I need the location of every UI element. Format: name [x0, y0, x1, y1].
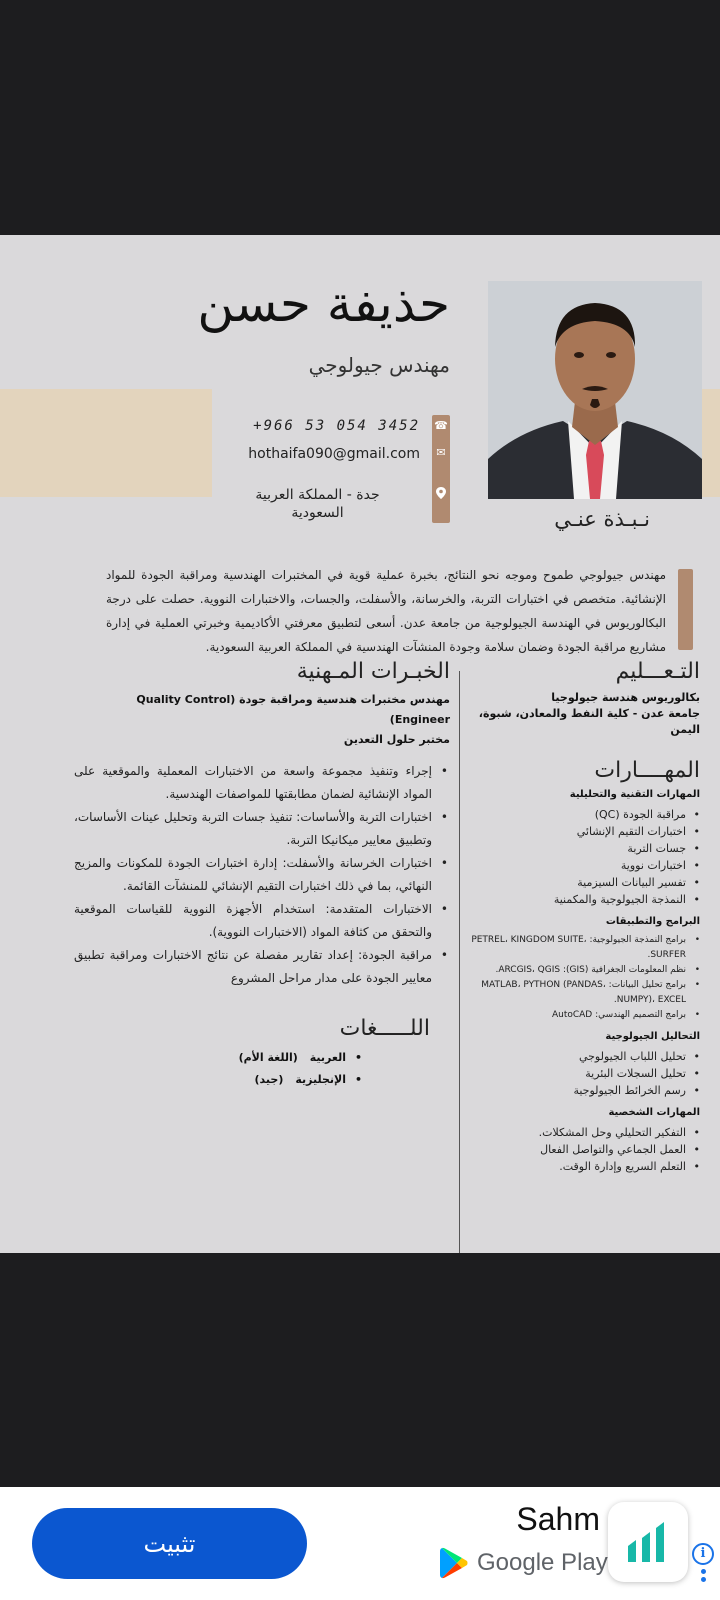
experience-role: مهندس مختبرات هندسية ومراقبة جودة (Quality Control Engineer) [136, 693, 450, 726]
phone-icon: ☎ [434, 419, 448, 432]
list-item: • اختبارات التربة والأساسات: تنفيذ جسات التربة وتحليل عينات الأساسات، وتطبيق معايير ميكانيكا التربة. [74, 806, 432, 852]
languages-heading: اللـــــغات [339, 1016, 430, 1041]
list-item: • مراقبة الجودة: إعداد تقارير مفصلة عن نتائج الاختبارات ومراقبة تطبيق معايير الجودة على مدار مراحل المشروع [74, 944, 432, 990]
education-entry [468, 690, 700, 738]
list-item: • العمل الجماعي والتواصل الفعال [468, 1141, 686, 1158]
store-label: Google Play [477, 1549, 608, 1576]
list-item: • مراقبة الجودة (QC) [468, 806, 686, 823]
right-column [468, 659, 700, 1183]
list-item: • برامج النمذجة الجيولوجية: PETREL، KINGDOM SUITE، SURFER. [468, 933, 686, 963]
list-item: • تفسير البيانات السيزمية [468, 874, 686, 891]
list-item: • نظم المعلومات الجغرافية (GIS): ARCGIS، QGIS. [468, 963, 686, 978]
list-item: • رسم الخرائط الجيولوجية [468, 1082, 686, 1099]
language-level: (جيد) [254, 1073, 284, 1086]
list-item [74, 1069, 346, 1091]
about-text: مهندس جيولوجي طموح وموجه نحو النتائج، بخبرة عملية قوية في المختبرات الهندسية ومراقبة الجودة للمواد الإنشائية. متخصص في اختبارات التربة، والخرسانة، والأسفلت، والجسات، والاختبارات النووية. حصلت على درجة البكالوريوس في الهندسة الجيولوجية من جامعة عدن. أسعى لتطبيق معرفتي الأكاديمية وخبرتي العملية في إدارة مشاريع مراقبة الجودة وضمان سلامة وجودة المنشآت الهندسية في المملكة العربية السعودية. [106, 568, 666, 654]
more-options-icon[interactable] [698, 1569, 708, 1585]
left-column [74, 659, 450, 1091]
language-level: (اللغة الأم) [238, 1051, 298, 1064]
geo-analysis-list [468, 1048, 700, 1099]
education-degree: بكالوريوس هندسة جيولوجيا [551, 691, 700, 704]
language-name: الإنجليزية [295, 1073, 346, 1086]
experience-heading: الخبـرات المـهنية [296, 659, 450, 684]
mail-icon: ✉ [436, 446, 446, 459]
app-icon[interactable] [608, 1502, 688, 1582]
contact-phone[interactable]: +966 53 054 3452 [253, 418, 420, 434]
education-heading: التـعـــليم [615, 659, 700, 684]
list-item: • التعلم السريع وإدارة الوقت. [468, 1158, 686, 1175]
app-name[interactable]: Sahm [516, 1501, 600, 1537]
cv-page [0, 235, 720, 1253]
personal-skills-list [468, 1124, 700, 1175]
location-pin-icon [432, 487, 450, 503]
decor-band-left [0, 389, 212, 497]
info-icon[interactable]: i [692, 1543, 714, 1565]
candidate-name: حذيفة حسن [197, 275, 450, 333]
list-item: • جسات التربة [468, 840, 686, 857]
experience-list [74, 760, 450, 990]
personal-skills-title: المهارات الشخصية [608, 1107, 700, 1118]
software-title: البرامج والتطبيقات [605, 916, 700, 927]
about-heading: نـبـذة عنـي [554, 507, 650, 531]
list-item: • برامج التصميم الهندسي: AutoCAD [468, 1008, 686, 1023]
technical-skills-title: المهارات التقنية والتحليلية [569, 789, 700, 800]
list-item: • التفكير التحليلي وحل المشكلات. [468, 1124, 686, 1141]
google-play-logo-icon [440, 1547, 468, 1579]
technical-skills-list [468, 806, 700, 908]
list-item: • إجراء وتنفيذ مجموعة واسعة من الاختبارات المعملية والموقعية على المواد الإنشائية لضمان مطابقتها للمواصفات الهندسية. [74, 760, 432, 806]
list-item: • اختبارات الخرسانة والأسفلت: إدارة اختبارات الجودة للمكونات والمزيج النهائي، بما في ذلك اختبارات التقيم الإنشائي للمنشآت القائمة. [74, 852, 432, 898]
languages-list [74, 1047, 450, 1091]
list-item: • النمذجة الجيولوجية والمكمنية [468, 891, 686, 908]
list-item: • اختبارات التقيم الإنشائي [468, 823, 686, 840]
list-item: • تحليل اللباب الجيولوجي [468, 1048, 686, 1065]
about-accent-bar [678, 569, 693, 650]
education-institution: جامعة عدن - كلية النفط والمعادن، شبوة، اليمن [478, 707, 700, 736]
job-title: مهندس جيولوجي [308, 353, 450, 377]
list-item: • تحليل السجلات البئرية [468, 1065, 686, 1082]
list-item: • برامج تحليل البيانات: MATLAB، PYTHON (PANDAS، NUMPY)، EXCEL. [468, 978, 686, 1008]
list-item [74, 1047, 346, 1069]
install-button[interactable]: تثبيت [32, 1508, 307, 1579]
software-list [468, 933, 700, 1023]
app-install-banner [0, 1487, 720, 1600]
column-divider [459, 671, 460, 1253]
list-item: • الاختبارات المتقدمة: استخدام الأجهزة النووية للقياسات الموقعية والتحقق من كثافة المواد (الاختبارات النووية). [74, 898, 432, 944]
contact-location: جدة - المملكة العربية السعودية [255, 487, 380, 521]
profile-photo [488, 281, 702, 499]
experience-employer: مختبر حلول التعدين [343, 733, 450, 746]
geo-analysis-title: التحاليل الجيولوجية [605, 1031, 700, 1042]
skills-heading: المهــــارات [594, 758, 700, 783]
list-item: • اختبارات نووية [468, 857, 686, 874]
language-name: العربية [309, 1051, 346, 1064]
contact-email[interactable]: hothaifa090@gmail.com [248, 446, 420, 462]
